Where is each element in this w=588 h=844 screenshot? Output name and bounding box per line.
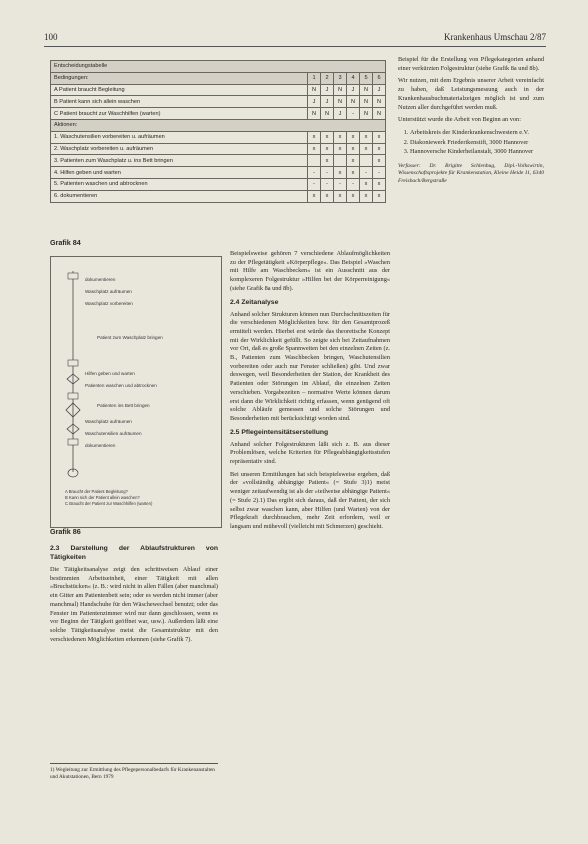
flow-step-label: Patienten ins Bett bringen bbox=[97, 403, 150, 408]
table-cell: 2 bbox=[321, 72, 334, 84]
table-cell: x bbox=[321, 190, 334, 202]
table-cell: N bbox=[373, 108, 386, 120]
table-cell: x bbox=[334, 190, 347, 202]
caption-grafik-86: Grafik 86 bbox=[50, 527, 81, 536]
row-label: 4. Hilfen geben und warten bbox=[51, 167, 308, 179]
table-cell: N bbox=[360, 108, 373, 120]
table-cell: - bbox=[321, 178, 334, 190]
paragraph: Beispiel für die Erstellung von Pflegekategorien anhand einer verkürzten Folgestruktur (siehe Grafik 8a und 8b). bbox=[398, 56, 544, 72]
table-cell: N bbox=[373, 96, 386, 108]
table-cell: x bbox=[373, 131, 386, 143]
row-label: 6. dokumentieren bbox=[51, 190, 308, 202]
table-cell: 1 bbox=[308, 72, 321, 84]
action-row bbox=[51, 143, 386, 155]
support-list bbox=[398, 129, 544, 157]
row-label: 2. Waschplatz vorbereiten u. aufräumen bbox=[51, 143, 308, 155]
column-3 bbox=[398, 56, 544, 189]
table-cell: x bbox=[360, 131, 373, 143]
action-row bbox=[51, 167, 386, 179]
caption-grafik-84: Grafik 84 bbox=[50, 238, 81, 247]
flow-step-label: Waschplatz aufräumen bbox=[85, 289, 132, 294]
paragraph: Anhand solcher Strukturen können nun Durchschnittszeiten für die verschiedenen Möglichkeiten bzw. für den Gesamtprozeß ermittelt werden. Hierbei erst würde das theoretische Konzept mit der Wirklichkeit gefüllt. So zeigte sich bei Zeitaufnahmen vor Ort, daß es große Spannweiten bei den einzelnen Zeiten (z. B., Patienten zum Waschbecken bringen, Waschutensilien vorbereiten oder auch nur Fenster schließen) gibt. Und zwar deswegen, weil Besonderheiten der Station, der Krankheit des Patienten oder Störungen im Ablauf, die einzelnen Zeiten verschieben. Vorgabezeiten – normative Werte können darum erst dann die Wirklichkeit richtig erfassen, wenn genügend oft solche Abläufe gemessen und solche Störungen und Besonderheiten mit berücksichtigt worden sind. bbox=[230, 310, 390, 422]
section-heading-2-3: 2.3 Darstellung der Ablaufstrukturen von Tätigkeiten bbox=[50, 545, 218, 561]
table-cell: x bbox=[321, 155, 334, 167]
table-cell: - bbox=[308, 167, 321, 179]
flow-step-label: Patient zum Waschplatz bringen bbox=[97, 335, 163, 340]
table-cell: x bbox=[373, 178, 386, 190]
table-cell: x bbox=[321, 131, 334, 143]
paragraph: Die Tätigkeitsanalyse zeigt den schrittweisen Ablauf einer bestimmten Arbeitseinheit, einer Tätigkeit mit allen »Bruchstücken« (z. B.: wird nicht in allen Fällen (aber manchmal) ein Gitter am Patientenbett sein; oder es werden nicht immer (aber manchmal) Handschuhe für den Wäschewechsel benutzt; oder das Fenster im Patientenzimmer wird nur dann geschlossen, wenn es vor Beginn der Tätigkeit geöffnet war, usw.). Außerdem läßt eine solche Tätigkeitsanalyse meist die Gesamtstruktur mit den verschiedenen Möglichkeiten erkennen (siehe Grafik 7). bbox=[50, 566, 218, 643]
paragraph: Anhand solcher Folgestrukturen läßt sich z. B. aus dieser Problemlösen, welche Kriterien für Pflegeabhängigkeitsstufen repräsentativ sind. bbox=[230, 440, 390, 466]
table-cell: N bbox=[321, 108, 334, 120]
flow-step-label: dokumentieren bbox=[85, 277, 116, 282]
table-cell: - bbox=[334, 178, 347, 190]
footnote: 1) Wegleitung zur Ermittlung des Pflegepersonalbedarfs für Krankenanstalten und Akutstationen, Bern 1979 bbox=[50, 763, 218, 781]
table-cell: - bbox=[347, 108, 360, 120]
table-cell: N bbox=[347, 96, 360, 108]
table-cell: J bbox=[373, 84, 386, 96]
table-cell: x bbox=[360, 143, 373, 155]
paragraph: Beispielsweise gehören 7 verschiedene Ablaufmöglichkeiten zu der Pflegetätigkeit »Körperpflege«. Das Beispiel »Waschen mit Hilfe am Waschbecken« ist ein Ausschnitt aus der komplexeren Folgestruktur »Hilfen bei der Körperreinigung« (siehe Grafik 8a und 8b). bbox=[230, 250, 390, 292]
paragraph: Unterstützt wurde die Arbeit von Beginn an von: bbox=[398, 116, 521, 124]
table-cell: - bbox=[360, 167, 373, 179]
row-label: 5. Patienten waschen und abtrocknen bbox=[51, 178, 308, 190]
paragraph: Bei unseren Ermittlungen hat sich beispielsweise ergeben, daß der »vollständig abhängige Patient« (= Stufe 3)1) meist weniger zeitaufwendig ist als der »teilweise abhängige Patient« (= Stufe 2).1) Das ergibt sich daraus, daß der Patient, der sich selbst zwar waschen kann, aber Hilfen (und Warten) von der Pflegekraft durchbrauchen, mehr Zeit erfordern, weil er langsam und mühevoll (vielleicht mit Schmerzen) geschieht. bbox=[230, 470, 390, 530]
row-label: Entscheidungstabelle bbox=[51, 61, 386, 73]
table-cell: 4 bbox=[347, 72, 360, 84]
decision-table bbox=[50, 60, 386, 203]
flow-step-label: Waschplatz aufräumen bbox=[85, 419, 132, 424]
table-cell: x bbox=[347, 131, 360, 143]
condition-row bbox=[51, 84, 386, 96]
flow-legend-item: A Braucht der Patient Begleitung? bbox=[65, 489, 128, 494]
table-cell: N bbox=[360, 96, 373, 108]
table-cell: x bbox=[347, 190, 360, 202]
table-cell bbox=[334, 155, 347, 167]
flow-step-label: Hilfen geben und warten bbox=[85, 371, 135, 376]
table-cell: J bbox=[334, 108, 347, 120]
list-item: 3. Hannoversche Kinderheilanstalt, 3000 Hannover bbox=[410, 148, 544, 157]
section-heading-2-5: 2.5 Pflegeintensitätserstellung bbox=[230, 428, 329, 436]
condition-row bbox=[51, 108, 386, 120]
table-cell: 5 bbox=[360, 72, 373, 84]
table-cell: x bbox=[334, 131, 347, 143]
flow-legend-item: B Kann sich der Patient allein waschen? bbox=[65, 495, 140, 500]
table-cell: J bbox=[321, 96, 334, 108]
table-cell: x bbox=[347, 143, 360, 155]
table-cell: x bbox=[334, 143, 347, 155]
table-cell: N bbox=[308, 108, 321, 120]
flow-legend-item: C Braucht der Patient zur Waschhilfen (warten) bbox=[65, 501, 153, 506]
table-cell: x bbox=[373, 155, 386, 167]
table-cell bbox=[360, 155, 373, 167]
page-number: 100 bbox=[44, 32, 58, 42]
table-cell: - bbox=[321, 167, 334, 179]
row-label: Aktionen: bbox=[51, 119, 386, 131]
action-row bbox=[51, 190, 386, 202]
table-cell: J bbox=[308, 96, 321, 108]
table-cell: N bbox=[334, 96, 347, 108]
table-cell: x bbox=[308, 131, 321, 143]
row-label: 1. Waschutensilien vorbereiten u. aufräumen bbox=[51, 131, 308, 143]
table-cell: - bbox=[347, 178, 360, 190]
row-label: 3. Patienten zum Waschplatz u. ins Bett bringen bbox=[51, 155, 308, 167]
row-label: B Patient kann sich allein waschen bbox=[51, 96, 308, 108]
section-heading-2-4: 2.4 Zeitanalyse bbox=[230, 298, 279, 306]
table-cell: N bbox=[308, 84, 321, 96]
row-label: A Patient braucht Begleitung bbox=[51, 84, 308, 96]
table-cell: - bbox=[373, 167, 386, 179]
flow-step-label: Waschutensilien aufräumen bbox=[85, 431, 142, 436]
page-header bbox=[44, 32, 546, 47]
table-cell: x bbox=[334, 167, 347, 179]
table-cell: J bbox=[321, 84, 334, 96]
table-cell: x bbox=[308, 190, 321, 202]
table-cell: x bbox=[373, 143, 386, 155]
flow-step-label: dokumentieren bbox=[85, 443, 116, 448]
table-cell: N bbox=[334, 84, 347, 96]
table-cell bbox=[308, 155, 321, 167]
author-note: Verfasser: Dr. Brigitte Schlenbug, Dipl.-Volkswirtin, Wissenschaftsprojekte für Krankenstation, Kleine Heide 11, 6340 Freisbach/Bergstraße bbox=[398, 163, 544, 184]
column-1 bbox=[50, 544, 218, 648]
actions-label-row bbox=[51, 119, 386, 131]
flow-step-label: Waschplatz vorbereiten bbox=[85, 301, 133, 306]
table-cell: J bbox=[347, 84, 360, 96]
paragraph: Wir nutzen, mit dem Ergebnis unserer Arbeit vereinfacht zu haben, daß Leistungsmessung auch in der Krankenhausbuchmaterialzeigen möglich ist und zum Nutzen aller durchgeführt werden muß. bbox=[398, 77, 544, 111]
table-title-row bbox=[51, 61, 386, 73]
action-row bbox=[51, 131, 386, 143]
table-cell: x bbox=[347, 155, 360, 167]
table-cell: x bbox=[347, 167, 360, 179]
table-cell: x bbox=[308, 143, 321, 155]
table-cell: 3 bbox=[334, 72, 347, 84]
table-cell: x bbox=[321, 143, 334, 155]
flow-step-label: Patienten waschen und abtrocknen bbox=[85, 383, 157, 388]
flowchart bbox=[50, 256, 222, 528]
table-cell: x bbox=[360, 178, 373, 190]
flowchart-svg bbox=[51, 257, 221, 527]
table-cell: - bbox=[308, 178, 321, 190]
row-label: Bedingungen: bbox=[51, 72, 308, 84]
table-cell: x bbox=[373, 190, 386, 202]
column-2 bbox=[230, 250, 390, 536]
table-header-row bbox=[51, 72, 386, 84]
action-row bbox=[51, 178, 386, 190]
list-item: 2. Diakoniewerk Friederikenstift, 3000 Hannover bbox=[410, 139, 544, 148]
condition-row bbox=[51, 96, 386, 108]
row-label: C Patient braucht zur Waschhilfen (warten) bbox=[51, 108, 308, 120]
table-cell: 6 bbox=[373, 72, 386, 84]
table-cell: N bbox=[360, 84, 373, 96]
table-cell: x bbox=[360, 190, 373, 202]
journal-title: Krankenhaus Umschau 2/87 bbox=[444, 32, 546, 42]
list-item: 1. Arbeitskreis der Kinderkrankenschwestern e.V. bbox=[410, 129, 544, 138]
action-row bbox=[51, 155, 386, 167]
